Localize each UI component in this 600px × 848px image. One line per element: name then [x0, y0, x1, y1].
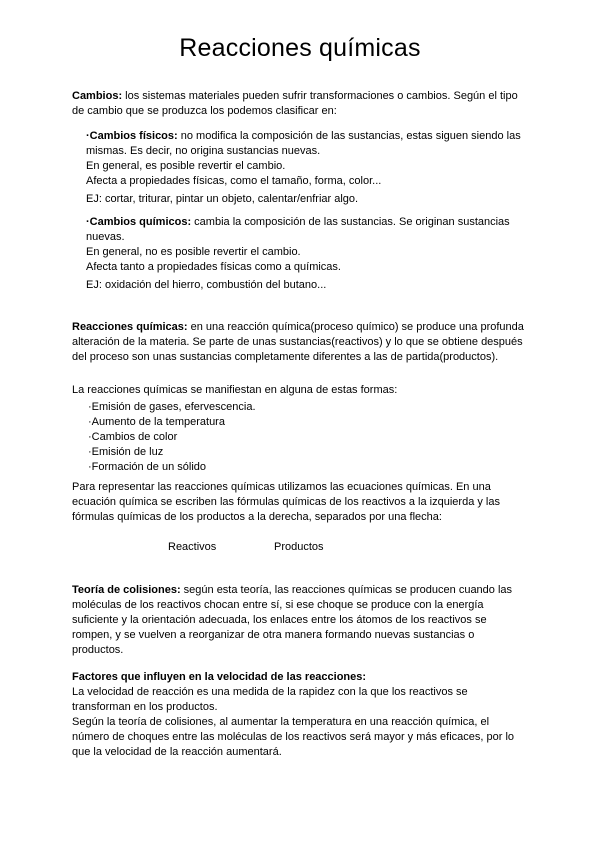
- factores-paragraph-2: Según la teoría de colisiones, al aumentar la temperatura en una reacción química, el número de choques entre las moléculas de los reactivos será mayor y más eficaces, por lo que la velocidad de la reacción aumentará.: [72, 716, 515, 758]
- quimicos-example: EJ: oxidación del hierro, combustión del butano...: [86, 279, 327, 291]
- fisicos-text: no modifica la composición de las sustancias, estas siguen siendo las mismas. Es decir, no origina sustancias nuevas.: [86, 130, 521, 157]
- fisicos-term: ·Cambios físicos:: [86, 130, 178, 142]
- fisicos-paragraph: [86, 129, 526, 159]
- ecuaciones-paragraph: Para representar las reacciones químicas utilizamos las ecuaciones químicas. En una ecuación química se escriben las fórmulas químicas de los reactivos a la izquierda y las fórmulas químicas de los productos a la derecha, separados por una flecha:: [72, 481, 500, 523]
- quimicos-term: ·Cambios químicos:: [86, 216, 192, 228]
- form-item: ·Cambios de color: [88, 431, 178, 443]
- colisiones-term: Teoría de colisiones:: [72, 584, 181, 596]
- form-item: ·Aumento de la temperatura: [88, 416, 225, 428]
- equation-example: [168, 540, 324, 555]
- fisicos-line3: Afecta a propiedades físicas, como el tamaño, forma, color...: [86, 175, 382, 187]
- productos-label: Productos: [274, 541, 324, 553]
- quimicos-line2: En general, no es posible revertir el cambio.: [86, 246, 301, 258]
- reacciones-text: en una reacción química(proceso químico) se produce una profunda alteración de la materia. Se parte de unas sustancias(reactivos) y lo que se obtiene después del proceso son unas sustancias completamente diferentes a las de partida(productos).: [72, 321, 524, 363]
- reacciones-forms-intro: La reacciones químicas se manifiestan en alguna de estas formas:: [72, 384, 398, 396]
- fisicos-line2: En general, es posible revertir el cambio.: [86, 160, 286, 172]
- factores-heading-text: Factores que influyen en la velocidad de las reacciones:: [72, 671, 367, 683]
- page-title: Reacciones químicas: [179, 34, 421, 62]
- factores-paragraph-1: La velocidad de reacción es una medida de la rapidez con la que los reactivos se transforman en los productos.: [72, 686, 468, 713]
- cambios-paragraph: [72, 89, 524, 119]
- colisiones-paragraph: [72, 583, 524, 658]
- cambios-term: Cambios:: [72, 90, 123, 102]
- quimicos-line3: Afecta tanto a propiedades físicas como a químicas.: [86, 261, 341, 273]
- quimicos-text: cambia la composición de las sustancias. Se originan sustancias nuevas.: [86, 216, 510, 243]
- quimicos-paragraph: [86, 215, 526, 245]
- form-item: ·Formación de un sólido: [88, 461, 207, 473]
- reacciones-paragraph: [72, 320, 524, 365]
- factores-heading: [72, 670, 524, 685]
- fisicos-example: EJ: cortar, triturar, pintar un objeto, calentar/enfriar algo.: [86, 193, 359, 205]
- form-item: ·Emisión de gases, efervescencia.: [88, 401, 256, 413]
- form-item: ·Emisión de luz: [88, 446, 164, 458]
- reacciones-term: Reacciones químicas:: [72, 321, 188, 333]
- cambios-text: los sistemas materiales pueden sufrir transformaciones o cambios. Según el tipo de cambio que se produzca los podemos clasificar en:: [72, 90, 518, 117]
- reactivos-label: Reactivos: [168, 541, 217, 553]
- colisiones-text: según esta teoría, las reacciones químicas se producen cuando las moléculas de los reactivos chocan entre sí, si ese choque se produce con la energía suficiente y la orientación adecuada, los enlaces entre los átomos de los reactivos se rompen, y se vuelven a reorganizar de otra manera formando nuevas sustancias o productos.: [72, 584, 513, 656]
